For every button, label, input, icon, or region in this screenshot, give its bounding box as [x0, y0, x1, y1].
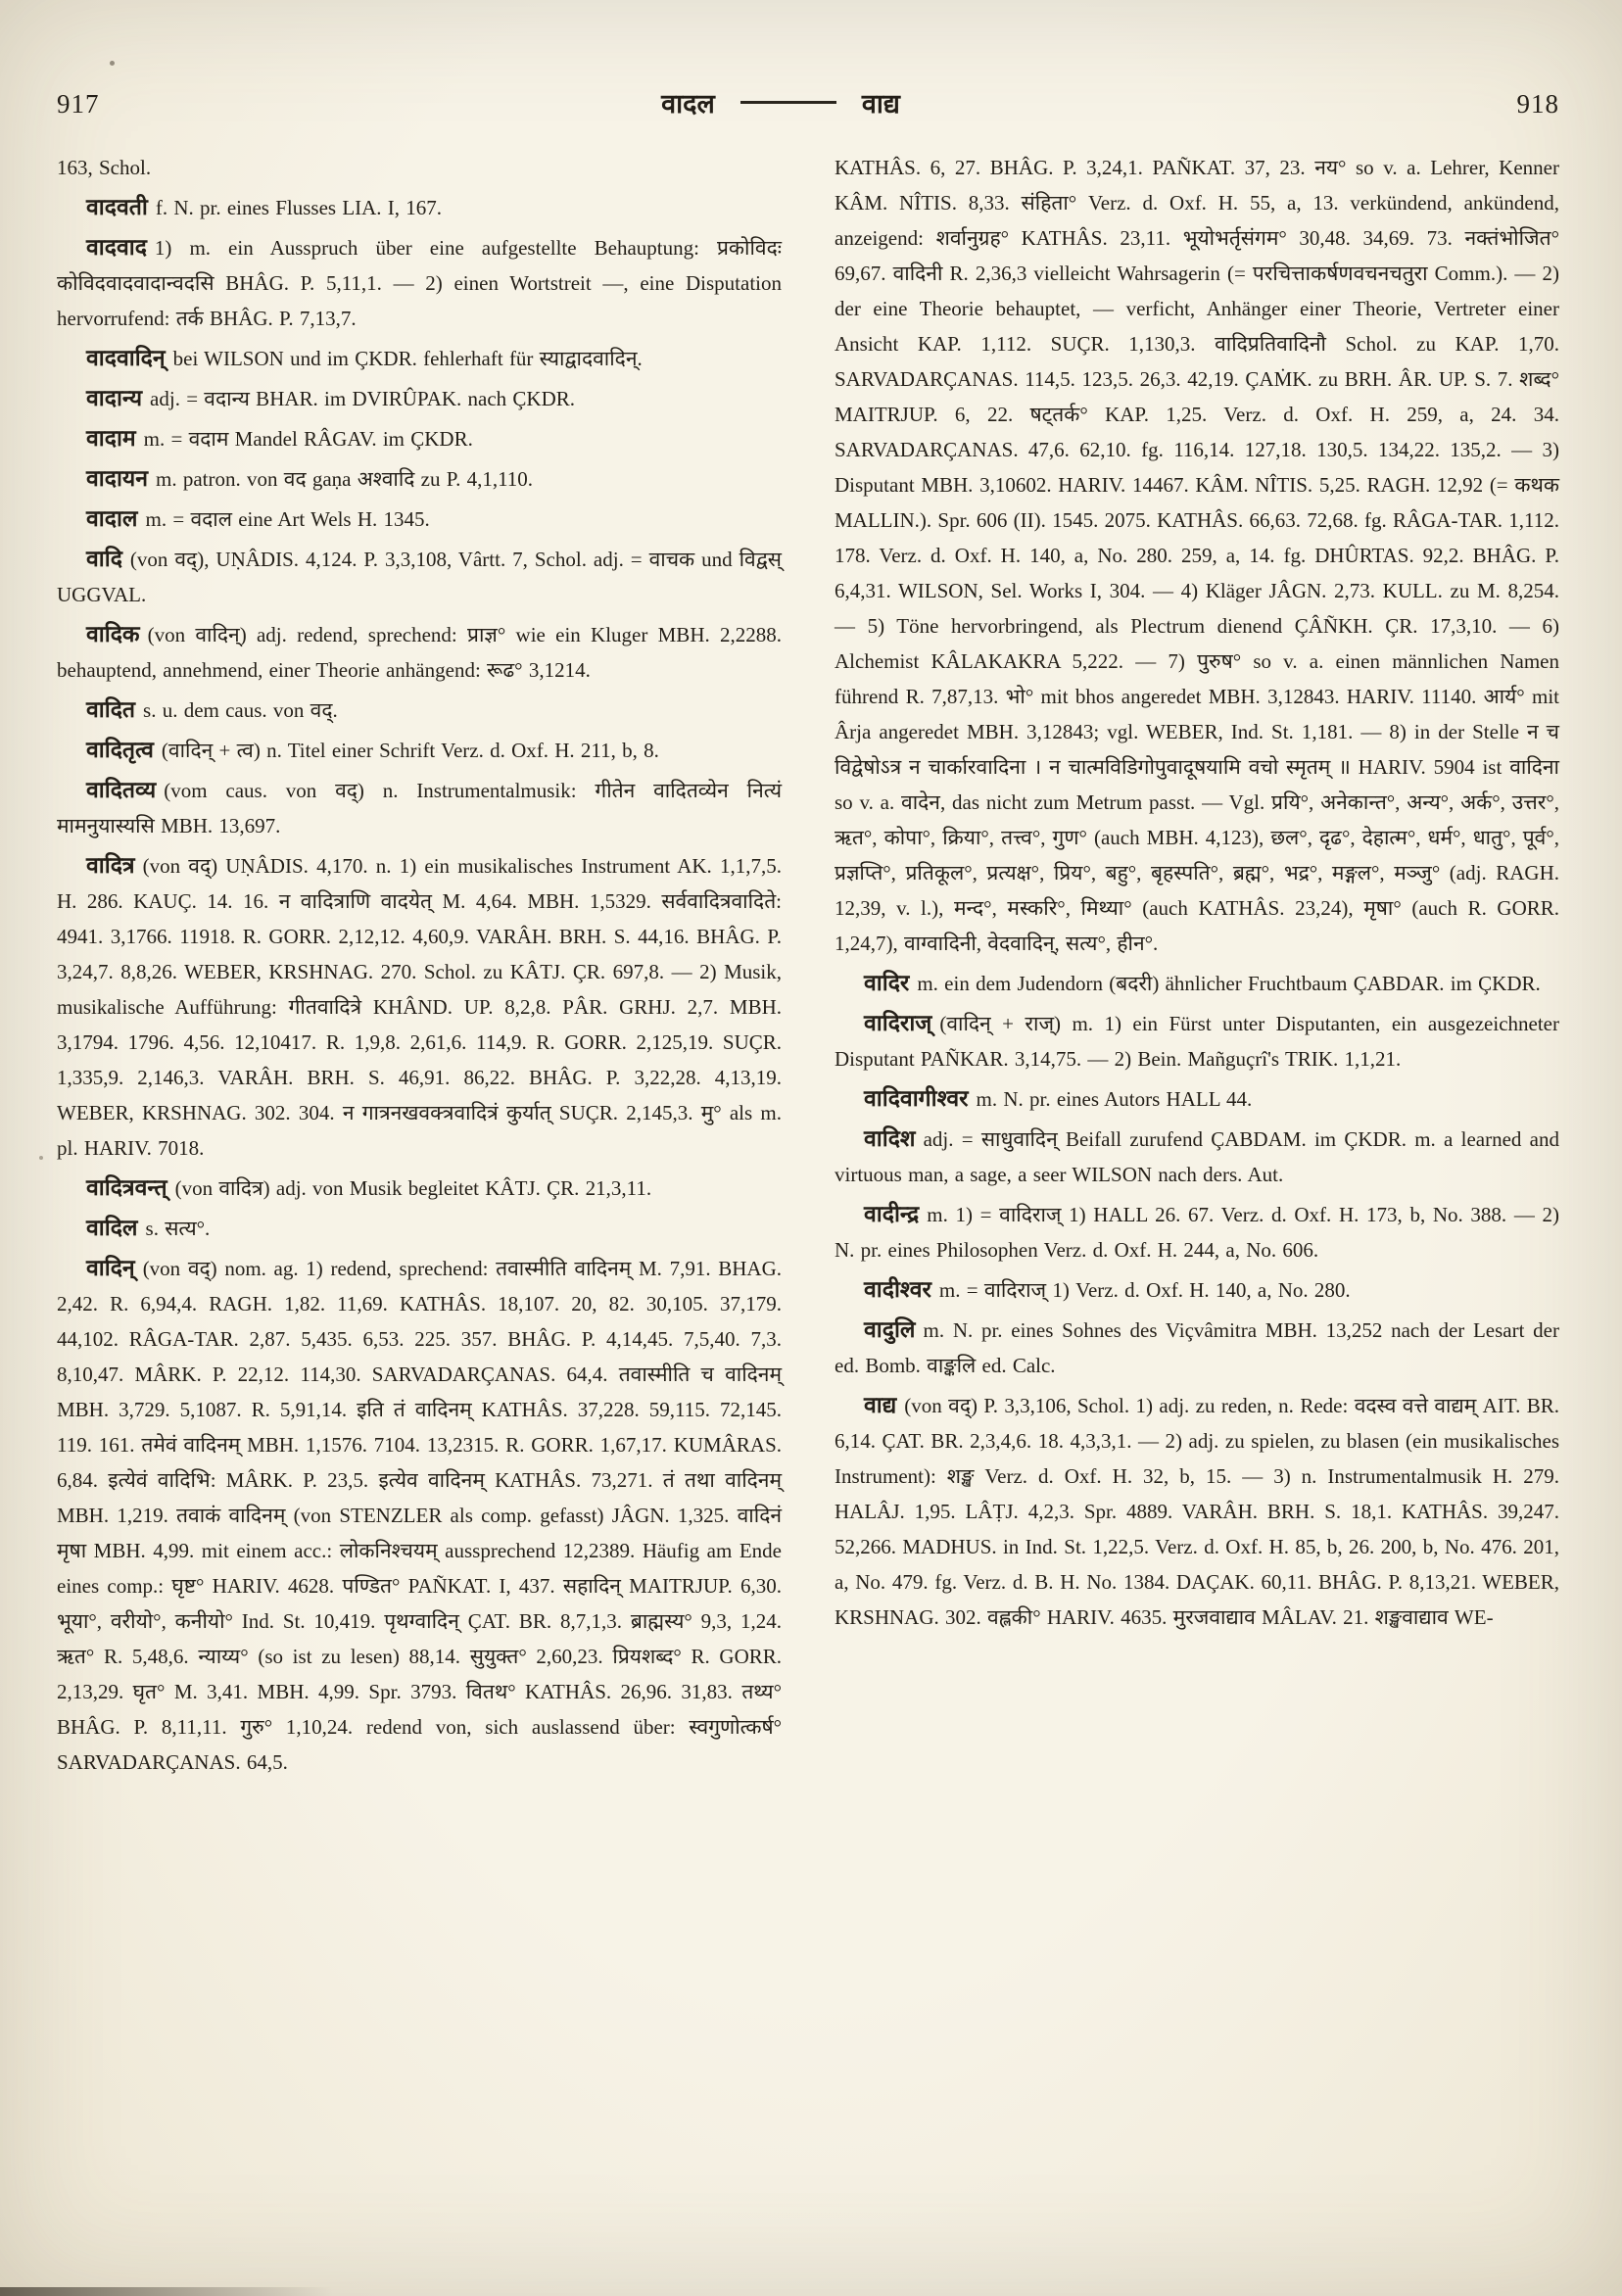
- entry-headword: वादिर: [864, 971, 910, 995]
- entry-body: m. = वदाम Mandel RÂGAV. im ÇKDR.: [143, 427, 473, 451]
- entry-body: adj. = वदान्य BHAR. im DVIRÛPAK. nach ÇKDR.: [150, 387, 576, 410]
- running-head-rule-icon: [740, 101, 836, 104]
- dictionary-entry: [57, 341, 782, 376]
- dictionary-entry: [835, 1272, 1559, 1308]
- entry-headword: वादित्र: [86, 853, 135, 878]
- dictionary-entry: [57, 461, 782, 497]
- dictionary-entry: [835, 1122, 1559, 1192]
- entry-headword: वादिल: [86, 1216, 138, 1240]
- entry-headword: वादाल: [86, 506, 138, 531]
- entry-body: 1) m. ein Ausspruch über eine aufgestellte Behauptung: प्रकोविदः कोविदवादवादान्वदसि BHÂG. P. 5,11,1. — 2) einen Wortstreit —, eine Disputation hervorrufend: तर्क BHÂG. P. 7,13,7.: [57, 236, 782, 330]
- running-head-first-word: वादल: [661, 89, 715, 119]
- entry-body: (von वद्), UṆÂDIS. 4,124. P. 3,3,108, Vârtt. 7, Schol. adj. = वाचक und विद्वस् UGGVAL.: [57, 548, 782, 606]
- entry-body: m. = वादिराज् 1) Verz. d. Oxf. H. 140, a, No. 280.: [938, 1278, 1351, 1302]
- entry-body: (von वद्) nom. ag. 1) redend, sprechend: तवास्मीति वादिनम् M. 7,91. BHAG. 2,42. R. 6,94,4. RAGH. 1,82. 11,69. KATHÂS. 18,107. 20, 82. 30,105. 37,179. 44,102. RÂGA-TAR. 2,87. 5,435. 6,53. 225. 357. BHÂG. P. 4,14,45. 7,5,40. 7,3. 8,10,47. MÂRK. P. 22,12. 114,30. SARVADARÇANAS. 64,4. तवास्मीति च वादिनम् MBH. 3,729. 5,1087. R. 5,91,14. इति तं वादिनम् KATHÂS. 37,228. 59,115. 72,145. 119. 161. तमेवं वादिनम् MBH. 1,1576. 7104. 13,2315. R. GORR. 1,67,17. KUMÂRAS. 6,84. इत्येवं वादिभि: MÂRK. P. 23,5. इत्येव वादिनम् KATHÂS. 73,271. तं तथा वादिनम् MBH. 1,219. तवाकं वादिनम् (von STENZLER als comp. gefasst) JÂGN. 1,325. वादिनं मृषा MBH. 4,99. mit einem acc.: लोकनिश्चयम् aussprechend 12,2389. Häufig am Ende eines comp.: घृष्ट° HARIV. 4628. पण्डित° PAÑKAT. I, 437. सहादिन् MAITRJUP. 6,30. भूया°, वरीयो°, कनीयो° Ind. St. 10,419. पृथग्वादिन् ÇAT. BR. 8,7,1,3. ब्राह्मस्य° 9,3, 1,24. ऋत° R. 5,48,6. न्याय्य° (so ist zu lesen) 88,14. सुयुक्त° 2,60,23. प्रियशब्द° R. GORR. 2,13,29. घृत° M. 3,41. MBH. 4,99. Spr. 3793. वितथ° KATHÂS. 26,96. 31,83. तथ्य° BHÂG. P. 8,11,11. गुरु° 1,10,24. redend von, sich auslassend über: स्वगुणोत्कर्ष° SARVADARÇANAS. 64,5.: [57, 1257, 782, 1774]
- dictionary-entry: [57, 773, 782, 843]
- dictionary-entry: [57, 230, 782, 336]
- dictionary-entry: [57, 733, 782, 768]
- dictionary-entry: [57, 502, 782, 537]
- entry-continuation: [57, 150, 782, 185]
- page-number-left: 917: [57, 89, 100, 119]
- dictionary-entry: [835, 1197, 1559, 1268]
- entry-headword: वादायन: [86, 466, 149, 491]
- entry-body: (von वादित्र) adj. von Musik begleitet KÂTJ. ÇR. 21,3,11.: [174, 1176, 652, 1200]
- entry-body: (von वद्) UṆÂDIS. 4,170. n. 1) ein musikalisches Instrument AK. 1,1,7,5. H. 286. KAUÇ. 14. 16. न वादित्राणि वादयेत् M. 4,64. MBH. 1,5329. सर्ववादित्रवादिते: 4941. 3,1766. 11918. R. GORR. 2,12,12. 4,60,9. VARÂH. BRH. S. 44,16. BHÂG. P. 3,24,7. 8,8,26. WEBER, KRSHNAG. 270. Schol. zu KÂTJ. ÇR. 697,8. — 2) Musik, musikalische Aufführung: गीतवादित्रे KHÂND. UP. 8,2,8. PÂR. GRHJ. 2,7. MBH. 3,1794. 1796. 4,56. 12,10417. R. 1,9,8. 2,61,6. 114,9. R. GORR. 2,125,19. SUÇR. 1,335,9. 2,146,3. VARÂH. BRH. S. 46,91. 86,22. BHÂG. P. 3,22,28. 4,13,19. WEBER, KRSHNAG. 302. 304. न गात्रनखवक्त्रवादित्रं कुर्यात् SUÇR. 2,145,3. मु° als m. pl. HARIV. 7018.: [57, 854, 782, 1160]
- entry-headword: वादितव्य: [86, 778, 157, 802]
- scan-speck: [39, 1156, 43, 1160]
- dictionary-entry: [57, 1211, 782, 1246]
- entry-headword: वादाम: [86, 426, 136, 451]
- entry-body: f. N. pr. eines Flusses LIA. I, 167.: [155, 196, 443, 219]
- running-head: [72, 84, 1490, 120]
- entry-headword: वादिराज्: [864, 1011, 932, 1035]
- entry-headword: वादवाद: [86, 235, 147, 260]
- entry-body: (वादिन् + त्व) n. Titel einer Schrift Verz. d. Oxf. H. 211, b, 8.: [161, 739, 659, 762]
- entry-body: m. patron. von वद gaṇa अश्वादि zu P. 4,1,110.: [156, 467, 534, 491]
- entry-body: 163, Schol.: [57, 156, 152, 179]
- page-header: [57, 84, 1559, 120]
- dictionary-entry: [835, 966, 1559, 1001]
- dictionary-entry: [57, 381, 782, 416]
- page-number-right: 918: [1516, 89, 1559, 119]
- left-column: [57, 150, 782, 1785]
- entry-body: s. u. dem caus. von वद्.: [143, 698, 338, 722]
- entry-headword: वादान्य: [86, 386, 143, 410]
- entry-headword: वादिवागीश्वर: [864, 1086, 969, 1111]
- scan-speck: [110, 61, 115, 66]
- entry-body: bei WILSON und im ÇKDR. fehlerhaft für स्याद्वादवादिन्.: [172, 347, 643, 370]
- dictionary-entry: [57, 190, 782, 225]
- entry-body: s. सत्य°.: [145, 1217, 211, 1240]
- text-columns: [57, 150, 1559, 1785]
- entry-headword: वादि: [86, 547, 122, 571]
- dictionary-entry: [57, 693, 782, 728]
- entry-headword: वादुलि: [864, 1317, 916, 1342]
- scan-edge-artifact: [0, 2287, 333, 2296]
- dictionary-entry: [57, 848, 782, 1166]
- entry-continuation: [835, 150, 1559, 961]
- entry-body: adj. = साधुवादिन् Beifall zurufend ÇABDAM. im ÇKDR. m. a learned and virtuous man, a sage, a seer WILSON nach ders. Aut.: [835, 1127, 1559, 1186]
- entry-body: m. N. pr. eines Sohnes des Viçvâmitra MBH. 13,252 nach der Lesart der ed. Bomb. वाङ्कलि ed. Calc.: [835, 1318, 1559, 1377]
- entry-body: m. 1) = वादिराज् 1) HALL 26. 67. Verz. d. Oxf. H. 173, b, No. 388. — 2) N. pr. eines Philosophen Verz. d. Oxf. H. 244, a, No. 606.: [835, 1203, 1559, 1262]
- dictionary-entry: [835, 1006, 1559, 1076]
- entry-headword: वाद्य: [864, 1393, 897, 1417]
- dictionary-entry: [835, 1081, 1559, 1117]
- entry-body: (vom caus. von वद्) n. Instrumentalmusik: गीतेन वादितव्येन नित्यं मामनुयास्यसि MBH. 13,697.: [57, 779, 782, 837]
- entry-headword: वादीश्वर: [864, 1277, 931, 1302]
- entry-headword: वादवती: [86, 195, 148, 219]
- entry-body: KATHÂS. 6, 27. BHÂG. P. 3,24,1. PAÑKAT. 37, 23. नय° so v. a. Lehrer, Kenner KÂM. NÎTIS. 8,33. संहिता° Verz. d. Oxf. H. 55, a, 13. verkündend, ankündend, anzeigend: शर्वानुग्रह° KATHÂS. 23,11. भूयोभर्तृसंगम° 30,48. 34,69. 73. नक्तंभोजित° 69,67. वादिनी R. 2,36,3 vielleicht Wahrsagerin (= परचित्ताकर्षणवचनचतुरा Comm.). — 2) der eine Theorie behauptet, — verficht, Anhänger einer Theorie, Vertreter einer Ansicht KAP. 1,112. SUÇR. 1,130,3. वादिप्रतिवादिनौ Schol. zu KAP. 1,70. SARVADARÇANAS. 114,5. 123,5. 26,3. 42,19. ÇAṀK. zu BRH. ÂR. UP. S. 7. शब्द° MAITRJUP. 6, 22. षट्तर्क° KAP. 1,25. Verz. d. Oxf. H. 259, a, 24. 34. SARVADARÇANAS. 47,6. 62,10. fg. 116,14. 127,18. 130,5. 134,22. 135,2. — 3) Disputant MBH. 3,10602. HARIV. 14467. KÂM. NÎTIS. 5,25. RAGH. 12,92 (= कथक MALLIN.). Spr. 606 (II). 1545. 2075. KATHÂS. 66,63. 72,68. fg. RÂGA-TAR. 1,112. 178. Verz. d. Oxf. H. 140, a, No. 280. 259, a, 14. fg. DHÛRTAS. 92,2. BHÂG. P. 6,4,31. WILSON, Sel. Works I, 304. — 4) Kläger JÂGN. 2,73. KULL. zu M. 8,254. — 5) Töne hervorbringend, als Plectrum dienend ÇÂÑKH. ÇR. 17,3,10. — 6) Alchemist KÂLAKAKRA 5,222. — 7) पुरुष° so v. a. einen männlichen Namen führend R. 7,87,13. भो° mit bhos angeredet MBH. 3,12843. HARIV. 11140. आर्य° mit Ârja angeredet MBH. 3,12843; vgl. WEBER, Ind. St. 1,181. — 8) in der Stelle न च विद्वेषोऽत्र न चार्कारवादिना । न चात्मविडिगोपुवादूषयामि वचो स्मृतम् ॥ HARIV. 5904 ist वादिना so v. a. वादेन, das nicht zum Metrum passt. — Vgl. प्रयि°, अनेकान्त°, अन्य°, अर्क°, उत्तर°, ऋत°, कोपा°, क्रिया°, तत्त्व°, गुण° (auch MBH. 4,123), छल°, दृढ°, देहात्म°, धर्म°, धातु°, पूर्व°, प्रज्ञप्ति°, प्रतिकूल°, प्रत्यक्ष°, प्रिय°, बहु°, बृहस्पति°, ब्रह्म°, भद्र°, मङ्गल°, मञ्जु° (adj. RAGH. 12,39, v. l.), मन्द°, मस्करि°, मिथ्या° (auch KATHÂS. 23,24), मृषा° (auch R. GORR. 1,24,7), वाग्वादिनी, वेदवादिन्, सत्य°, हीन°.: [835, 156, 1560, 955]
- entry-headword: वादितृत्व: [86, 738, 154, 762]
- dictionary-entry: [57, 1171, 782, 1206]
- entry-body: m. = वदाल eine Art Wels H. 1345.: [145, 507, 430, 531]
- running-head-last-word: वाद्य: [861, 89, 900, 119]
- entry-body: m. N. pr. eines Autors HALL 44.: [976, 1087, 1253, 1111]
- right-column: [835, 150, 1559, 1785]
- entry-headword: वादिश: [864, 1126, 916, 1151]
- entry-body: m. ein dem Judendorn (बदरी) ähnlicher Fruchtbaum ÇABDAR. im ÇKDR.: [917, 972, 1541, 995]
- entry-headword: वादिक: [86, 622, 140, 646]
- entry-body: (von वादिन्) adj. redend, sprechend: प्राज्ञ° wie ein Kluger MBH. 2,2288. behauptend, annehmend, einer Theorie anhängend: रूढ° 3,1214.: [57, 623, 782, 682]
- dictionary-entry: [57, 421, 782, 456]
- dictionary-entry: [835, 1388, 1559, 1635]
- entry-headword: वादिन्: [86, 1256, 135, 1280]
- dictionary-entry: [57, 1251, 782, 1780]
- entry-headword: वादित्रवन्त्: [86, 1175, 167, 1200]
- dictionary-entry: [57, 617, 782, 688]
- entry-headword: वादित: [86, 697, 136, 722]
- entry-headword: वादवादिन्: [86, 346, 166, 370]
- entry-body: (von वद्) P. 3,3,106, Schol. 1) adj. zu reden, n. Rede: वदस्व वत्ते वाद्यम् AIT. BR. 6,14. ÇAT. BR. 2,3,4,6. 18. 4,3,3,1. — 2) adj. zu spielen, zu blasen (ein musikalisches Instrument): शङ्ख Verz. d. Oxf. H. 32, b, 15. — 3) n. Instrumentalmusik H. 279. HALÂJ. 1,95. LÂṬJ. 4,2,3. Spr. 4889. VARÂH. BRH. S. 18,1. KATHÂS. 39,247. 52,266. MADHUS. in Ind. St. 1,22,5. Verz. d. Oxf. H. 85, b, 26. 200, b, No. 476. 201, a, No. 479. fg. Verz. d. B. H. No. 1384. DAÇAK. 60,11. BHÂG. P. 8,13,21. WEBER, KRSHNAG. 302. वह्लकी° HARIV. 4635. मुरजवाद्याव MÂLAV. 21. शङ्खवाद्याव WE-: [835, 1394, 1559, 1629]
- dictionary-entry: [835, 1313, 1559, 1383]
- entry-headword: वादीन्द्र: [864, 1202, 920, 1226]
- dictionary-entry: [57, 542, 782, 612]
- entry-body: (वादिन् + राज्) m. 1) ein Fürst unter Disputanten, ein ausgezeichneter Disputant PAÑKAR. 3,14,75. — 2) Bein. Mañguçrî's TRIK. 1,1,21.: [835, 1012, 1559, 1071]
